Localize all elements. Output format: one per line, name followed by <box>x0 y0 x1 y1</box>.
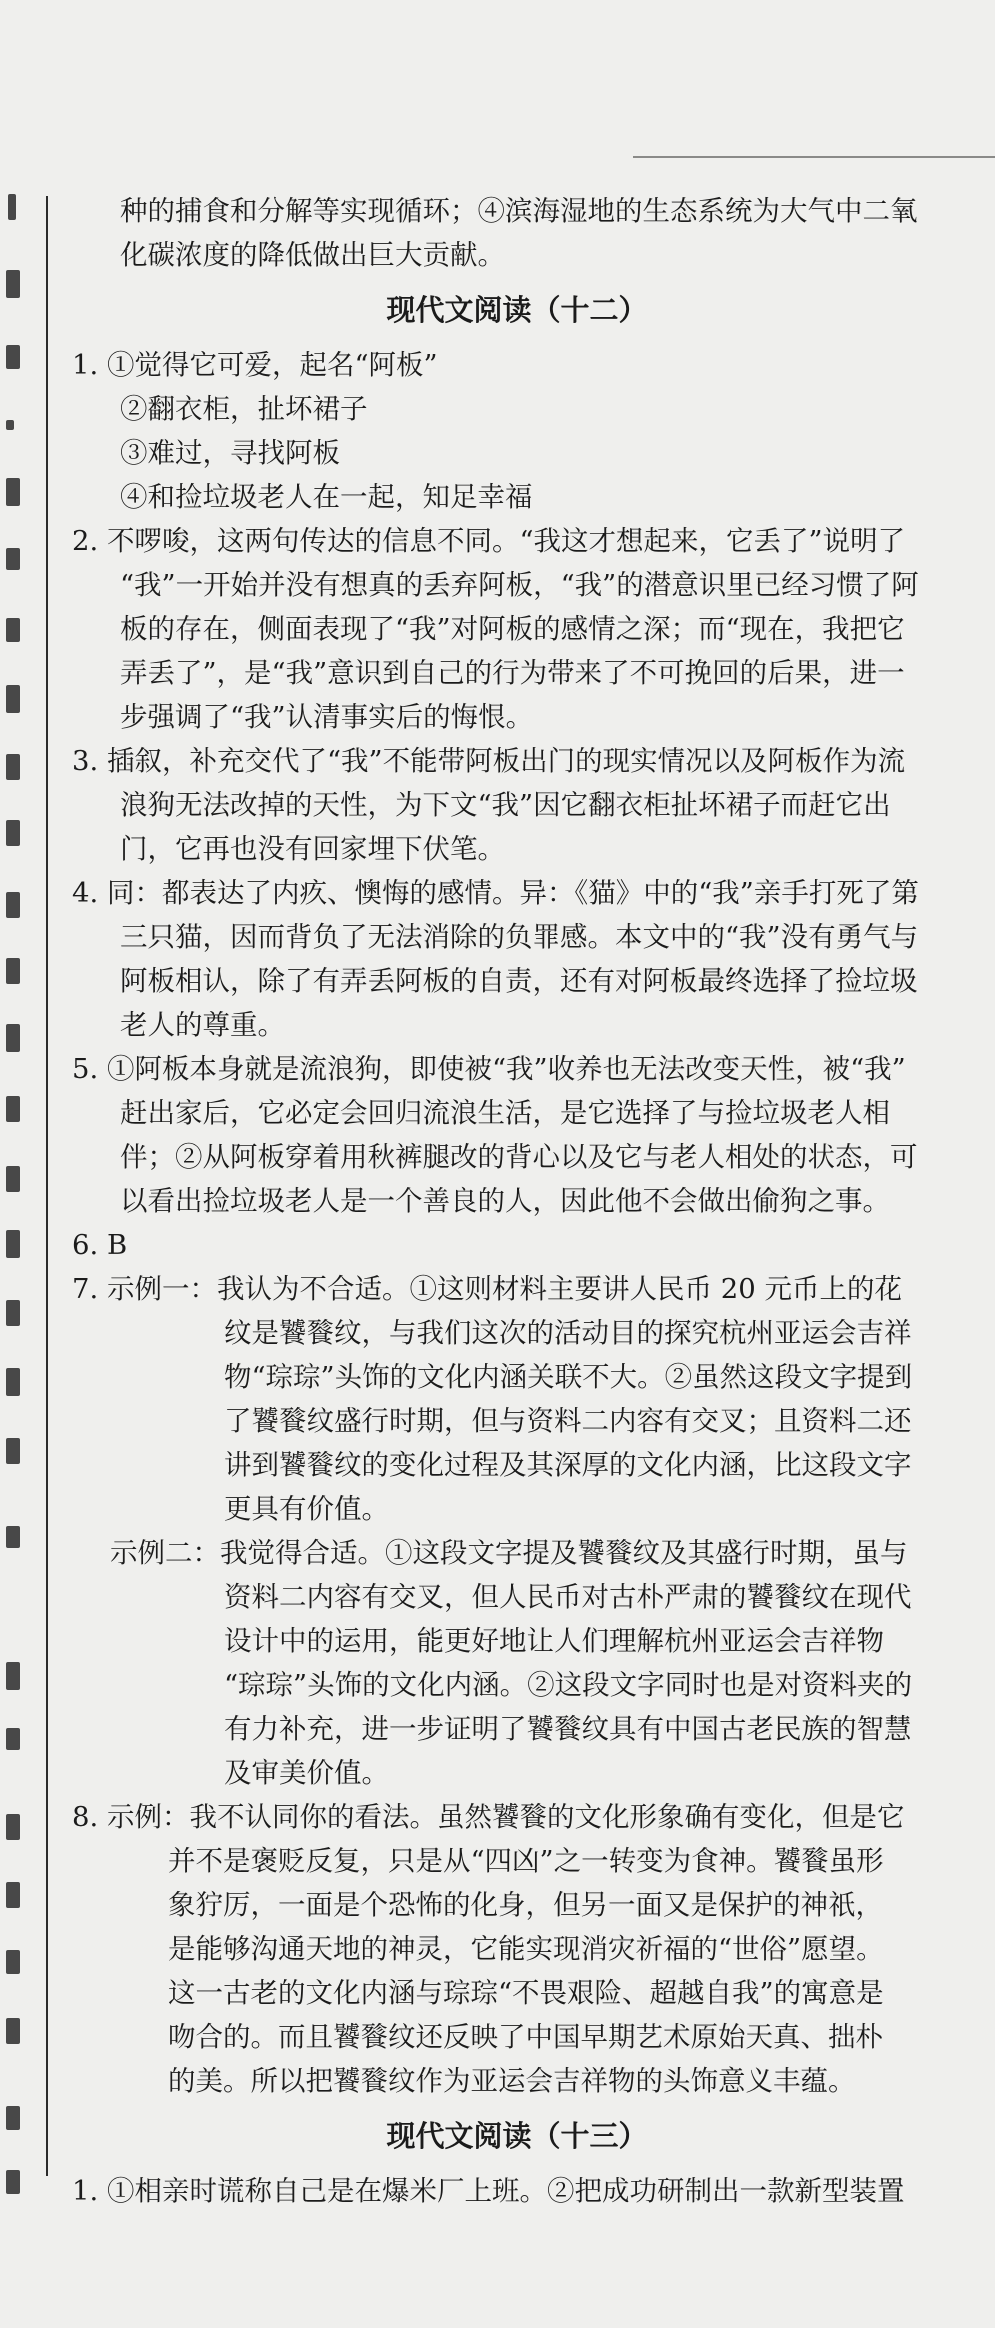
q8-line: 是能够沟通天地的神灵，它能实现消灾祈福的“世俗”愿望。 <box>168 1933 884 1965</box>
n1-line: 1. ①相亲时谎称自己是在爆米厂上班。②把成功研制出一款新型装置 <box>72 2175 905 2207</box>
column-divider <box>46 196 48 2176</box>
q6-line: 6. B <box>72 1229 128 1261</box>
q1-line: ③难过，寻找阿板 <box>120 437 340 469</box>
q8-line: 这一古老的文化内涵与琮琮“不畏艰险、超越自我”的寓意是 <box>168 1977 884 2009</box>
q1-line: ④和捡垃圾老人在一起，知足幸福 <box>120 481 533 513</box>
q4-line: 老人的尊重。 <box>120 1009 285 1041</box>
q8-line: 并不是褒贬反复，只是从“四凶”之一转变为食神。饕餮虽形 <box>168 1845 884 1877</box>
q5-line: 5. ①阿板本身就是流浪狗，即使被“我”收养也无法改变天性，被“我” <box>72 1053 906 1085</box>
q7-line: 设计中的运用，能更好地让人们理解杭州亚运会吉祥物 <box>224 1625 884 1657</box>
q3-line: 浪狗无法改掉的天性，为下文“我”因它翻衣柜扯坏裙子而赶它出 <box>120 789 891 821</box>
header-rule <box>633 156 995 158</box>
q7-line: 7. 示例一：我认为不合适。①这则材料主要讲人民币 20 元币上的花 <box>72 1273 902 1305</box>
answer-content <box>72 189 962 2213</box>
q7-line: 资料二内容有交叉，但人民币对古朴严肃的饕餮纹在现代 <box>224 1581 912 1613</box>
text-line: 种的捕食和分解等实现循环；④滨海湿地的生态系统为大气中二氧 <box>120 195 918 227</box>
q5-line: 赶出家后，它必定会回归流浪生活，是它选择了与捡垃圾老人相 <box>120 1097 890 1129</box>
q7-line: 了饕餮纹盛行时期，但与资料二内容有交叉；且资料二还 <box>224 1405 912 1437</box>
q7-line: “琮琮”头饰的文化内涵。②这段文字同时也是对资料夹的 <box>224 1669 913 1701</box>
q4-line: 4. 同：都表达了内疚、懊悔的感情。异：《猫》中的“我”亲手打死了第 <box>72 877 919 909</box>
q5-line: 伴；②从阿板穿着用秋裤腿改的背心以及它与老人相处的状态，可 <box>120 1141 918 1173</box>
q2-line: 弄丢了”，是“我”意识到自己的行为带来了不可挽回的后果，进一 <box>120 657 905 689</box>
q3-line: 3. 插叙，补充交代了“我”不能带阿板出门的现实情况以及阿板作为流 <box>72 745 906 777</box>
q7-line: 讲到饕餮纹的变化过程及其深厚的文化内涵，比这段文字 <box>224 1449 912 1481</box>
q7-line: 物“琮琮”头饰的文化内涵关联不大。②虽然这段文字提到 <box>224 1361 913 1393</box>
q2-line: 步强调了“我”认清事实后的悔恨。 <box>120 701 534 733</box>
left-margin-bleed-text <box>0 150 30 2200</box>
q7-line: 纹是饕餮纹，与我们这次的活动目的探究杭州亚运会吉祥 <box>224 1317 912 1349</box>
q8-line: 的美。所以把饕餮纹作为亚运会吉祥物的头饰意义丰蕴。 <box>168 2065 856 2097</box>
q7-line: 更具有价值。 <box>224 1493 389 1525</box>
q8-line: 吻合的。而且饕餮纹还反映了中国早期艺术原始天真、拙朴 <box>168 2021 883 2053</box>
section-heading-12: 现代文阅读（十二） <box>386 293 648 327</box>
q5-line: 以看出捡垃圾老人是一个善良的人，因此他不会做出偷狗之事。 <box>120 1185 890 1217</box>
q8-line: 象狞厉，一面是个恐怖的化身，但另一面又是保护的神祇， <box>168 1889 883 1921</box>
q1-line: 1. ①觉得它可爱，起名“阿板” <box>72 349 438 381</box>
text-line: 化碳浓度的降低做出巨大贡献。 <box>120 239 505 271</box>
q1-line: ②翻衣柜，扯坏裙子 <box>120 393 368 425</box>
q2-line: 2. 不啰唆，这两句传达的信息不同。“我这才想起来，它丢了”说明了 <box>72 525 906 557</box>
q7-line: 有力补充，进一步证明了饕餮纹具有中国古老民族的智慧 <box>224 1713 912 1745</box>
q4-line: 三只猫，因而背负了无法消除的负罪感。本文中的“我”没有勇气与 <box>120 921 919 953</box>
q4-line: 阿板相认，除了有弄丢阿板的自责，还有对阿板最终选择了捡垃圾 <box>120 965 918 997</box>
q7-line: 及审美价值。 <box>224 1757 389 1789</box>
q8-line: 8. 示例：我不认同你的看法。虽然饕餮的文化形象确有变化，但是它 <box>72 1801 905 1833</box>
q2-line: 板的存在，侧面表现了“我”对阿板的感情之深；而“现在，我把它 <box>120 613 905 645</box>
q3-line: 门，它再也没有回家埋下伏笔。 <box>120 833 505 865</box>
q2-line: “我”一开始并没有想真的丢弃阿板，“我”的潜意识里已经习惯了阿 <box>120 569 919 601</box>
q7-line: 示例二：我觉得合适。①这段文字提及饕餮纹及其盛行时期，虽与 <box>110 1537 908 1569</box>
section-heading-13: 现代文阅读（十三） <box>386 2119 648 2153</box>
